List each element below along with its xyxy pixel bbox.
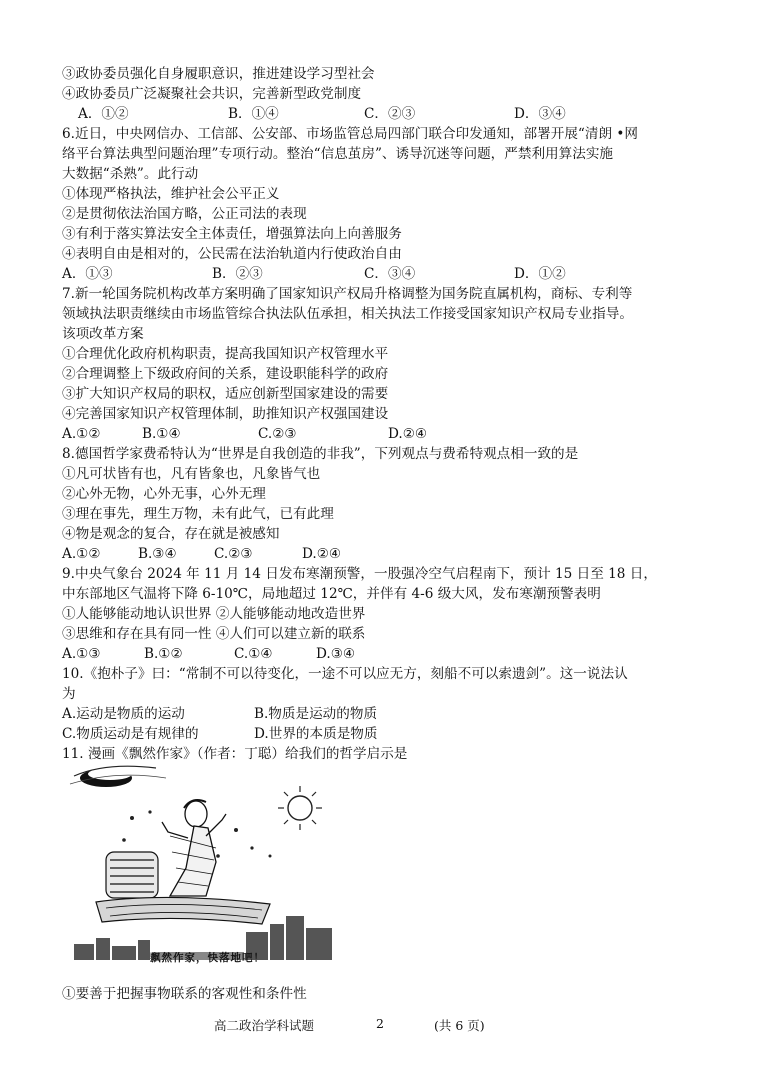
q8-option-d: D.②④: [302, 546, 342, 562]
q10-option-a: A.运动是物质的运动: [62, 706, 185, 722]
q8-item-4: ④物是观念的复合，存在就是被感知: [62, 526, 280, 542]
q6-stem-line-1: 6.近日，中央网信办、工信部、公安部、市场监管总局四部门联合印发通知，部署开展“清朗 •网: [62, 126, 639, 142]
cartoon-caption: 飘然作家，快落地吧！: [150, 952, 265, 964]
q6-option-b: B．②③: [212, 266, 263, 282]
paper-scrolls: [106, 852, 158, 898]
q7-option-b: B.①④: [142, 426, 181, 442]
q7-stem-line-3: 该项改革方案: [62, 326, 144, 342]
q5-item-3: ③政协委员强化自身履职意识，推进建设学习型社会: [62, 66, 375, 82]
q10-stem-line-1: 10.《抱朴子》曰：“常制不可以待变化，一途不可以应无方，刻船不可以索遗剑”。这一说法认: [62, 666, 628, 682]
q7-item-1: ①合理优化政府机构职责，提高我国知识产权管理水平: [62, 346, 389, 362]
q5-option-c: C．②③: [364, 106, 416, 122]
q9-items-row-1: ①人能够能动地认识世界 ②人能够能动地改造世界: [62, 606, 366, 622]
q6-item-1: ①体现严格执法，维护社会公平正义: [62, 186, 280, 202]
sun-icon: [278, 786, 322, 830]
q7-stem-line-1: 7.新一轮国务院机构改革方案明确了国家知识产权局升格调整为国务院直属机构，商标、专利等: [62, 286, 633, 302]
q9-option-b: B.①②: [144, 646, 183, 662]
q7-stem-line-2: 领域执法职责继续由市场监管综合执法队伍承担，相关执法工作接受国家知识产权局专业指导。: [62, 306, 633, 322]
q5-item-4: ④政协委员广泛凝聚社会共识，完善新型政党制度: [62, 86, 362, 102]
q10-option-c: C.物质运动是有规律的: [62, 726, 199, 742]
q6-item-4: ④表明自由是相对的，公民需在法治轨道内行使政治自由: [62, 246, 402, 262]
q5-option-b: B．①④: [228, 106, 279, 122]
q6-stem-line-2: 络平台算法典型问题治理”专项行动。整治“信息茧房”、诱导沉迷等问题，严禁利用算法实施: [62, 146, 614, 162]
q5-option-d: D．③④: [514, 106, 566, 122]
q10-option-d: D.世界的本质是物质: [254, 726, 378, 742]
q6-item-2: ②是贯彻依法治国方略，公正司法的表现: [62, 206, 307, 222]
q8-option-c: C.②③: [214, 546, 253, 562]
q5-option-a: A．①②: [78, 106, 129, 122]
footer-page-number: 2: [376, 1016, 384, 1031]
q7-item-3: ③扩大知识产权局的职权，适应创新型国家建设的需要: [62, 386, 389, 402]
q11-stem: 11. 漫画《飘然作家》（作者：丁聪）给我们的哲学启示是: [62, 746, 408, 762]
q8-stem-line-1: 8.德国哲学家费希特认为“世界是自我创造的非我”，下列观点与费希特观点相一致的是: [62, 446, 579, 462]
q10-stem-line-2: 为: [62, 686, 76, 702]
q7-option-d: D.②④: [388, 426, 428, 442]
q9-option-c: C.①④: [234, 646, 273, 662]
q10-option-b: B.物质是运动的物质: [254, 706, 378, 722]
q7-item-4: ④完善国家知识产权管理体制，助推知识产权强国建设: [62, 406, 389, 422]
q7-item-2: ②合理调整上下级政府间的关系，建设职能科学的政府: [62, 366, 389, 382]
q8-option-a: A.①②: [62, 546, 101, 562]
footer-total-pages: (共 6 页): [434, 1018, 485, 1033]
q11-item-1: ①要善于把握事物联系的客观性和条件性: [62, 986, 307, 1002]
q6-option-a: A．①③: [62, 266, 113, 282]
q9-stem-line-1: 9.中央气象台 2024 年 11 月 14 日发布寒潮预警，一股强冷空气启程南下，预计 15 日至 18 日，: [62, 566, 657, 582]
q6-option-d: D．①②: [514, 266, 566, 282]
flying-carpet: [96, 897, 270, 924]
q6-option-c: C．③④: [364, 266, 416, 282]
q9-option-d: D.③④: [316, 646, 356, 662]
q7-option-c: C.②③: [258, 426, 297, 442]
q9-items-row-2: ③思维和存在具有同一性 ④人们可以建立新的联系: [62, 626, 366, 642]
q7-option-a: A.①②: [62, 426, 101, 442]
q8-item-2: ②心外无物，心外无事，心外无理: [62, 486, 266, 502]
q9-stem-line-2: 中东部地区气温将下降 6-10℃，局地超过 12℃，并伴有 4-6 级大风，发布寒潮预警表明: [62, 586, 601, 602]
q9-option-a: A.①③: [62, 646, 101, 662]
q8-item-1: ①凡可状皆有也，凡有皆象也，凡象皆气也: [62, 466, 321, 482]
q6-stem-line-3: 大数据“杀熟”。此行动: [62, 166, 199, 182]
cartoon-illustration: [66, 756, 338, 972]
q6-item-3: ③有利于落实算法安全主体责任，增强算法向上向善服务: [62, 226, 402, 242]
q8-option-b: B.③④: [138, 546, 177, 562]
footer-subject: 高二政治学科试题: [214, 1018, 315, 1033]
q8-item-3: ③理在事先，理生万物，未有此气，已有此理: [62, 506, 334, 522]
writer-figure: [162, 800, 226, 896]
